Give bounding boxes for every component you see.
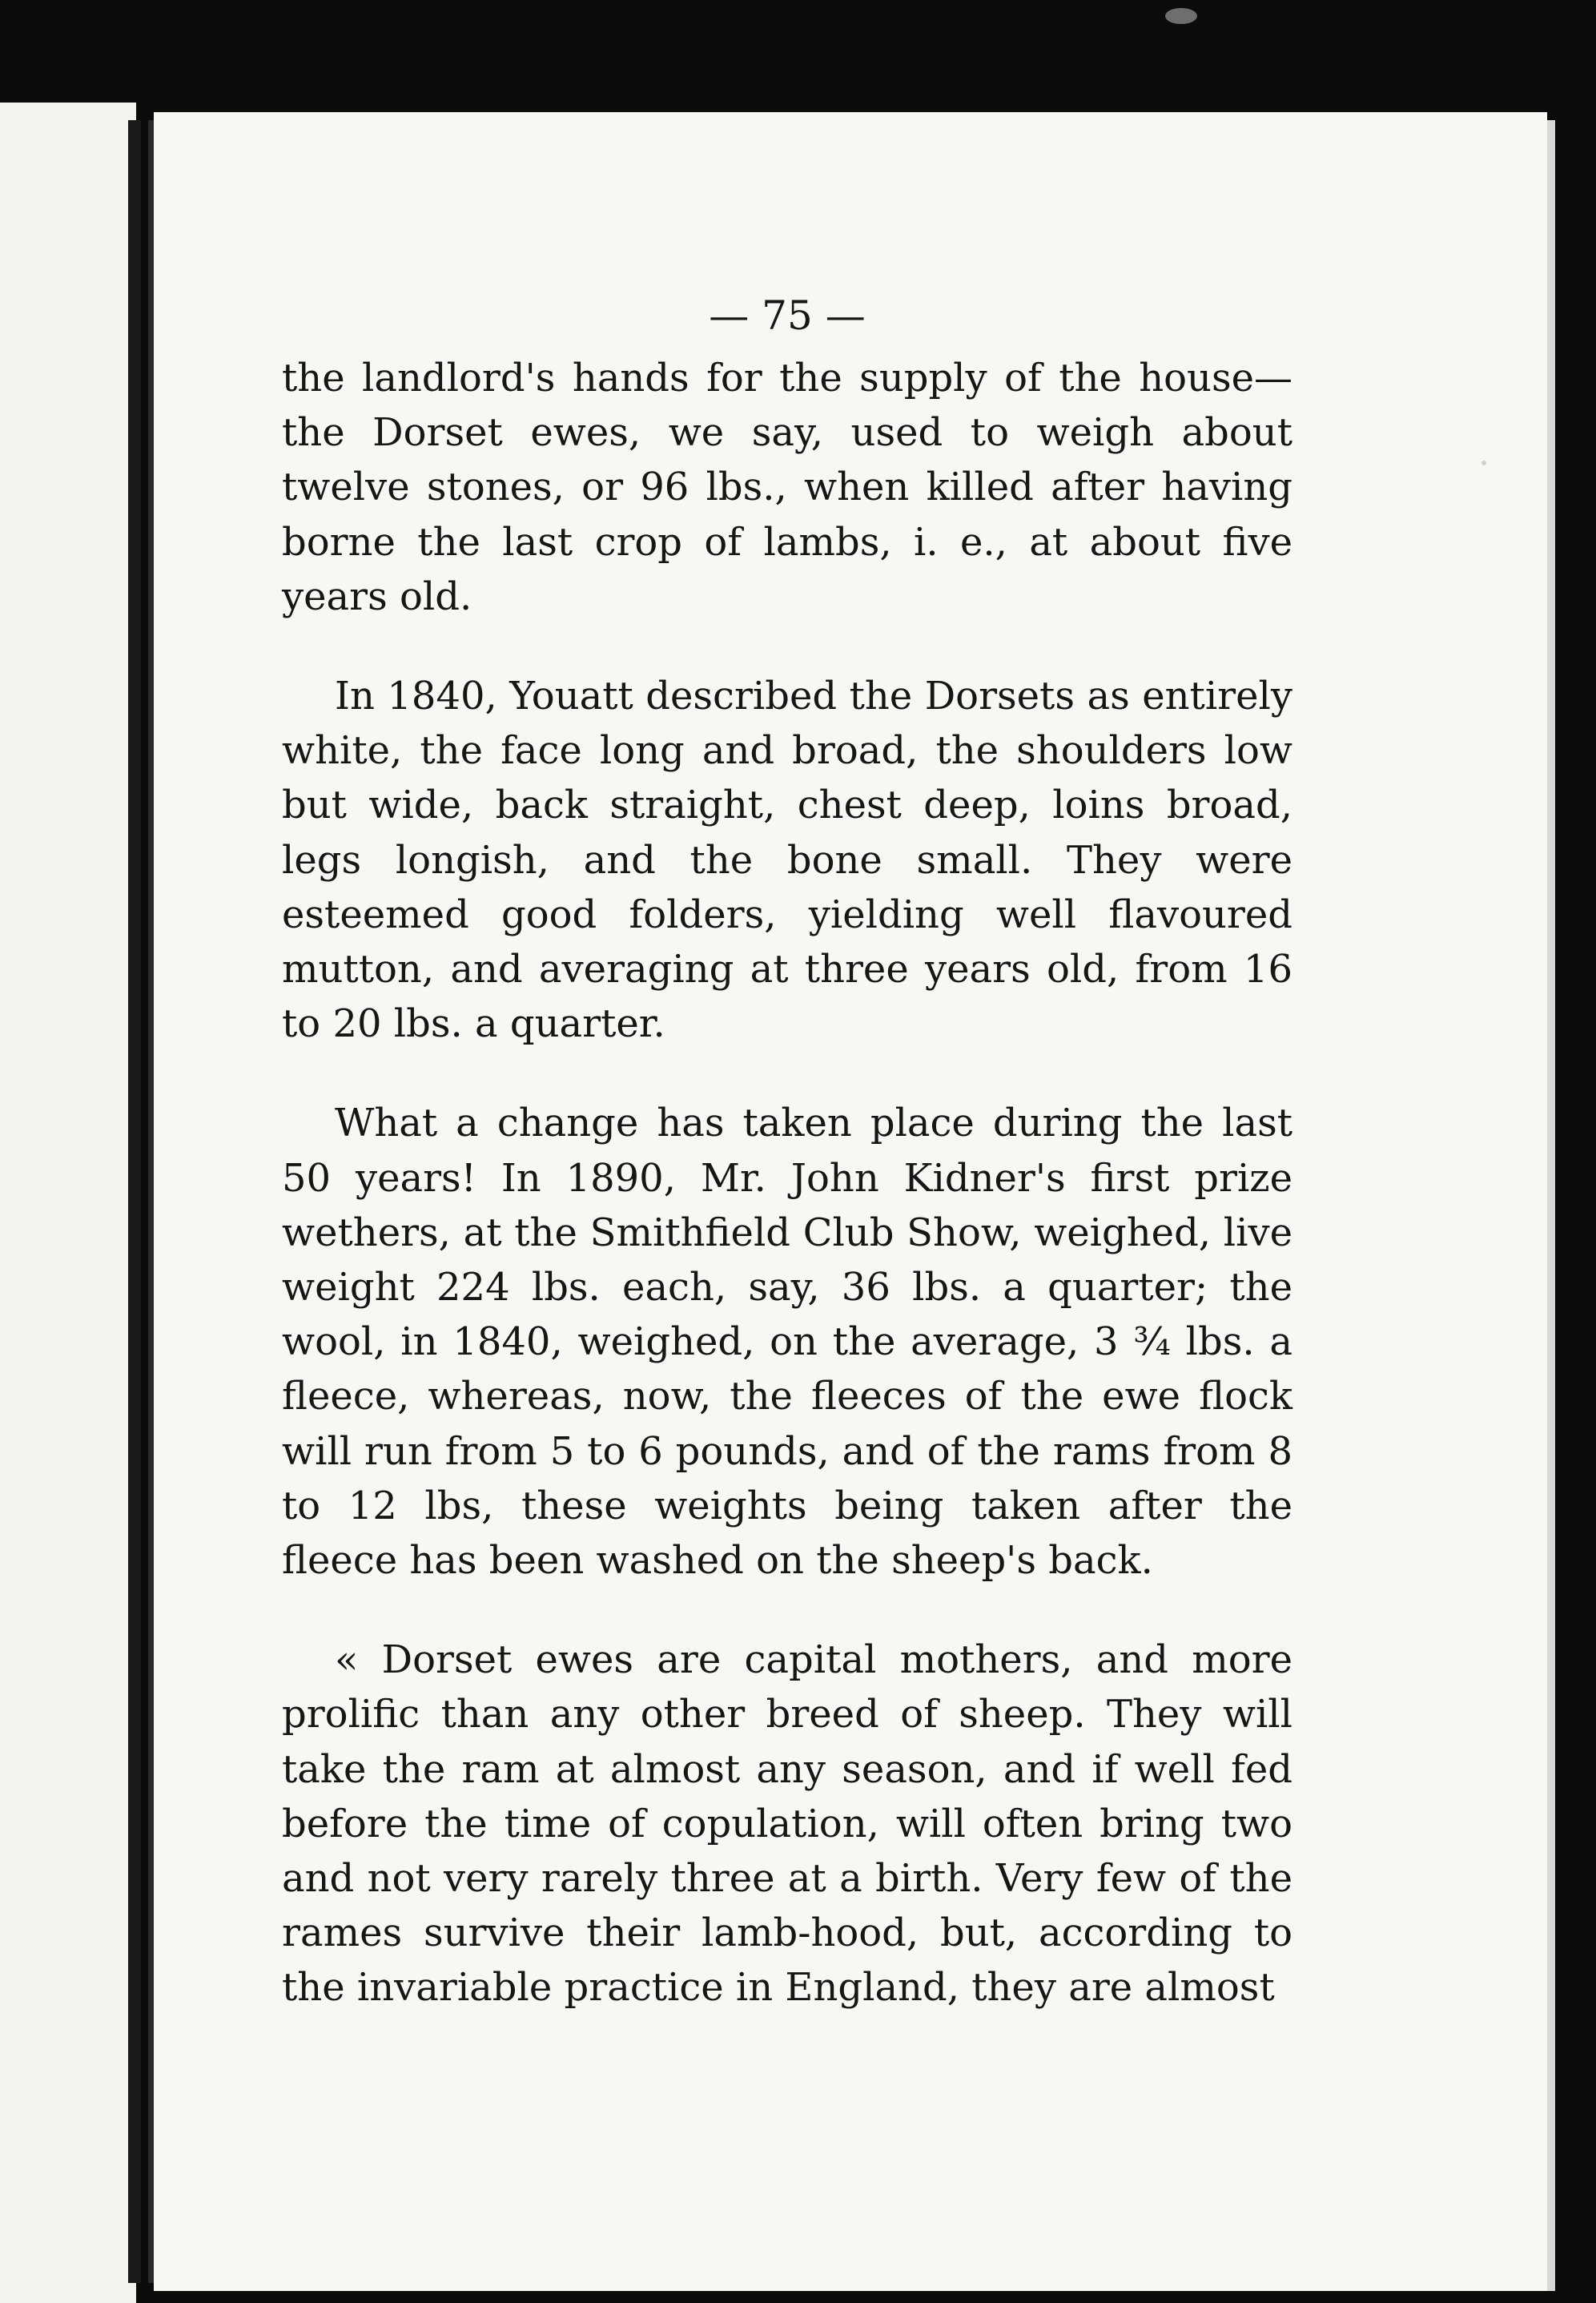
book-spine-inner: [148, 120, 154, 2283]
book-spine: [128, 120, 141, 2283]
paragraph: « Dorset ewes are capital mothers, and more prolific than any other breed of sheep. They will take the ram at almost any season, and if well fed before the time of copulation, will often bring two and not very rarely three at a birth. Very few of the rames survive their lamb-hood, but, according to the invariable practice in England, they are almost: [282, 1637, 1292, 2011]
page-text: [282, 288, 1292, 2015]
paragraph: the landlord's hands for the supply of the house— the Dorset ewes, we say, used to weigh about twelve stones, or 96 lbs., when killed after having borne the last crop of lambs, i. e., at about five years old.: [282, 356, 1292, 619]
page-right-edge: [1547, 120, 1555, 2291]
paragraph: In 1840, Youatt described the Dorsets as entirely white, the face long and broad, the shoulders low but wide, back straight, chest deep, loins broad, legs longish, and the bone small. They were esteemed good folders, yielding well flavoured mutton, and averaging at three years old, from 16 to 20 lbs. a quarter.: [282, 674, 1292, 1047]
page-number: — 75 —: [709, 292, 866, 339]
dust-speck: [1165, 8, 1197, 24]
previous-page-edge: [0, 103, 136, 2303]
paragraph: What a change has taken place during the last 50 years! In 1890, Mr. John Kidner's first prize wethers, at the Smithfield Club Show, weighed, live weight 224 lbs. each, say, 36 lbs. a quarter; the wool, in 1840, weighed, on the average, 3 ¾ lbs. a fleece, whereas, now, the fleeces of the ewe flock will run from 5 to 6 pounds, and of the rams from 8 to 12 lbs, these weights being taken after the fleece has been washed on the sheep's back.: [282, 1101, 1292, 1584]
dust-speck: [1481, 461, 1486, 465]
